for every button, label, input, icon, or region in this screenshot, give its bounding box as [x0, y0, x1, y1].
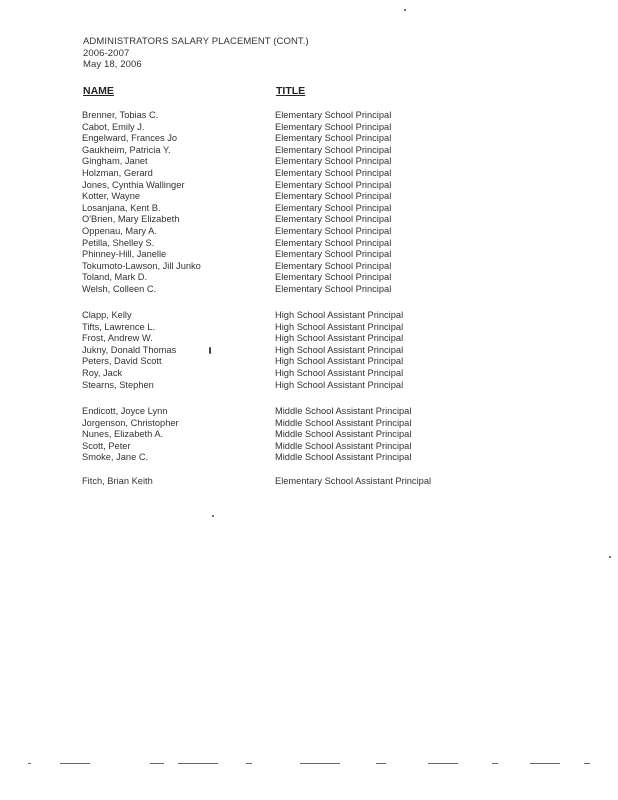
administrator-title: Middle School Assistant Principal: [275, 429, 412, 440]
administrator-title: Elementary School Principal: [275, 249, 392, 260]
table-row: [0, 452, 618, 464]
administrator-name: Kotter, Wayne: [82, 191, 141, 202]
administrator-title: Elementary School Principal: [275, 214, 392, 225]
table-row: [0, 380, 618, 392]
administrator-title: High School Assistant Principal: [275, 344, 404, 355]
table-row: [0, 406, 618, 418]
administrator-name: Phinney-Hill, Janelle: [82, 249, 167, 260]
administrator-title: Elementary School Principal: [275, 110, 392, 120]
elementary-principal-group: [0, 110, 618, 296]
table-row: [0, 356, 618, 368]
administrator-name: Roy, Jack: [82, 367, 123, 378]
administrator-title: Elementary School Principal: [275, 202, 392, 213]
administrator-name: Endicott, Joyce Lynn: [82, 406, 168, 416]
administrator-name: Jorgenson, Christopher: [82, 417, 179, 428]
administrator-name: Tifts, Lawrence L.: [82, 321, 156, 332]
administrator-title: Elementary School Principal: [275, 237, 392, 248]
name-column-header: NAME: [83, 85, 114, 97]
administrator-title: Elementary School Principal: [275, 167, 392, 178]
administrator-name: Frost, Andrew W.: [82, 333, 153, 344]
administrator-title: Middle School Assistant Principal: [275, 452, 412, 463]
table-row: [0, 261, 618, 273]
administrator-name: Stearns, Stephen: [82, 379, 154, 390]
elementary-assistant-principal-group: [0, 476, 618, 488]
administrator-name: Brenner, Tobias C.: [82, 110, 159, 120]
table-row: [0, 322, 618, 334]
administrator-title: Elementary School Principal: [275, 260, 392, 271]
administrator-name: Jukny, Donald Thomas: [82, 344, 177, 355]
administrator-title: Elementary School Principal: [275, 156, 392, 167]
administrator-name: Petilla, Shelley S.: [82, 237, 155, 248]
table-row: [0, 238, 618, 250]
table-row: [0, 284, 618, 296]
scan-speck: [209, 347, 211, 354]
header-school-year: 2006-2007: [83, 47, 130, 59]
administrator-name: Smoke, Jane C.: [82, 452, 149, 463]
administrator-title: Elementary School Principal: [275, 121, 392, 132]
table-row: [0, 203, 618, 215]
administrator-title: Middle School Assistant Principal: [275, 417, 412, 428]
administrator-name: Toland, Mark D.: [82, 272, 148, 283]
administrator-name: Oppenau, Mary A.: [82, 225, 157, 236]
administrator-name: Jones, Cynthia Wallinger: [82, 179, 185, 190]
table-row: [0, 333, 618, 345]
administrator-title: Elementary School Principal: [275, 133, 392, 144]
table-row: [0, 368, 618, 380]
administrator-title: Elementary School Assistant Principal: [275, 476, 432, 486]
administrator-name: Nunes, Elizabeth A.: [82, 429, 164, 440]
administrator-name: Fitch, Brian Keith: [82, 476, 153, 486]
administrator-title: High School Assistant Principal: [275, 367, 404, 378]
scan-speck: [212, 515, 214, 517]
high-school-assistant-principal-group: [0, 310, 618, 391]
administrator-title: High School Assistant Principal: [275, 333, 404, 344]
administrator-title: Elementary School Principal: [275, 191, 392, 202]
table-row: [0, 418, 618, 430]
scan-speck: [609, 556, 611, 558]
table-row: [0, 441, 618, 453]
table-row: [0, 145, 618, 157]
table-row: [0, 168, 618, 180]
scan-speck: [404, 9, 406, 11]
administrator-title: Elementary School Principal: [275, 272, 392, 283]
administrator-title: Elementary School Principal: [275, 283, 392, 294]
administrator-name: Tokumoto-Lawson, Jill Junko: [82, 260, 201, 271]
table-row: [0, 476, 618, 488]
table-row: [0, 133, 618, 145]
administrator-name: Cabot, Emily J.: [82, 121, 145, 132]
administrator-title: Elementary School Principal: [275, 144, 392, 155]
administrator-name: O'Brien, Mary Elizabeth: [82, 214, 180, 225]
document-header: [83, 36, 309, 71]
table-row: [0, 180, 618, 192]
administrator-name: Gingham, Janet: [82, 156, 148, 167]
administrator-name: Losanjana, Kent B.: [82, 202, 161, 213]
table-row: [0, 122, 618, 134]
header-date: May 18, 2006: [83, 59, 142, 70]
middle-school-assistant-principal-group: [0, 406, 618, 464]
administrator-title: High School Assistant Principal: [275, 379, 404, 390]
administrator-name: Peters, David Scott: [82, 356, 162, 367]
title-column-header: TITLE: [276, 85, 306, 97]
table-row: [0, 110, 618, 122]
administrator-name: Holzman, Gerard: [82, 167, 153, 178]
administrator-title: High School Assistant Principal: [275, 310, 404, 320]
administrator-title: Middle School Assistant Principal: [275, 440, 412, 451]
table-row: [0, 429, 618, 441]
administrator-title: Middle School Assistant Principal: [275, 406, 412, 416]
administrator-title: Elementary School Principal: [275, 179, 392, 190]
table-row: [0, 226, 618, 238]
administrator-name: Gaukheim, Patricia Y.: [82, 144, 171, 155]
table-row: [0, 214, 618, 226]
header-title: ADMINISTRATORS SALARY PLACEMENT (CONT.): [83, 36, 309, 47]
scan-footer-artifacts: [0, 763, 618, 767]
administrator-name: Engelward, Frances Jo: [82, 133, 178, 144]
table-row: [0, 249, 618, 261]
administrator-title: Elementary School Principal: [275, 225, 392, 236]
administrator-name: Welsh, Colleen C.: [82, 283, 157, 294]
administrator-name: Scott, Peter: [82, 440, 131, 451]
table-row: [0, 272, 618, 284]
administrator-name: Clapp, Kelly: [82, 310, 132, 320]
administrator-title: High School Assistant Principal: [275, 356, 404, 367]
table-row: [0, 310, 618, 322]
column-headers: [0, 85, 618, 99]
table-row: [0, 191, 618, 203]
administrator-title: High School Assistant Principal: [275, 321, 404, 332]
table-row: [0, 345, 618, 357]
table-row: [0, 156, 618, 168]
